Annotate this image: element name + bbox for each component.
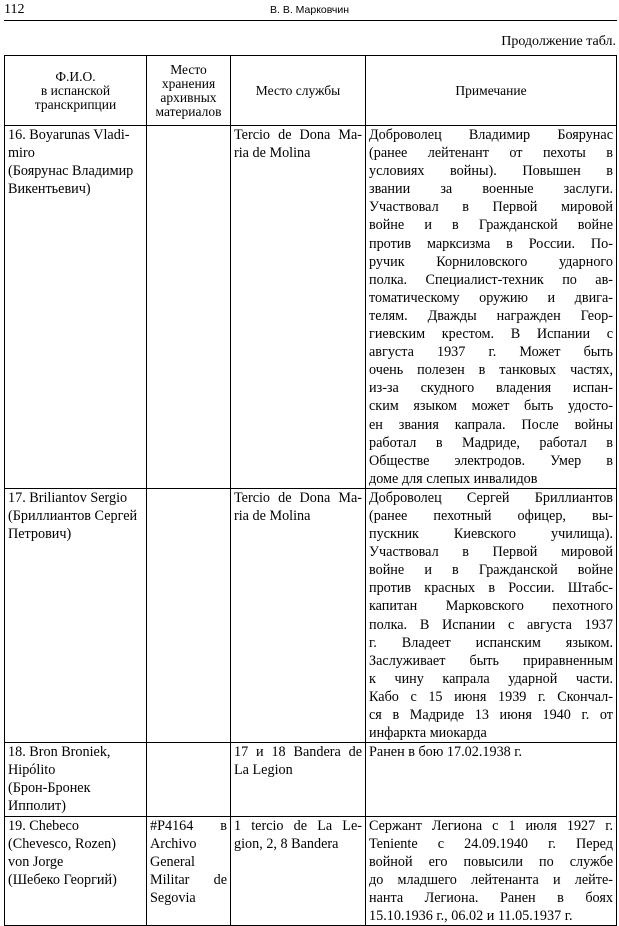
text-line: (ранее лейтенант от пехоты в (369, 145, 613, 162)
header-line: хранения (161, 75, 216, 91)
header-name (5, 56, 147, 126)
running-head: В. В. Марковчин (269, 4, 349, 16)
text-line: Teniente с 24.09.1940 г. Перед (369, 835, 613, 852)
table-row (5, 743, 617, 816)
text-line: звании за военные заслуги. (369, 181, 613, 198)
text-line: Tercio de Dona Ma- (234, 489, 362, 506)
personnel-table (4, 55, 617, 926)
cell-note (366, 816, 617, 926)
text-line: gion, 2, 8 Bandera (234, 835, 339, 852)
cell-archive (147, 816, 231, 926)
cell-service (231, 488, 366, 742)
cell-note (366, 488, 617, 742)
text-line: пускник Киевского училища). (369, 526, 613, 543)
table-row (5, 816, 617, 926)
table-header-row (5, 56, 617, 126)
table-row (5, 126, 617, 489)
text-line: (Бриллиантов Сергей (8, 507, 138, 524)
cell-archive (147, 126, 231, 489)
text-line: из-за скудного владения испан- (369, 380, 613, 397)
text-line: Заслуживает быть приравненным (369, 652, 613, 669)
text-line: #P4164 в (150, 817, 227, 834)
text-line: 17 и 18 Bandera de (234, 744, 362, 761)
page-number: 112 (4, 2, 25, 17)
text-line: доме для слепых инвалидов (369, 470, 538, 487)
text-line: томатическому оружию и двига- (369, 289, 613, 306)
text-line: Ранен в бою 17.02.1938 г. (369, 744, 523, 761)
header-line: материалов (155, 103, 222, 119)
text-line: войной его повысили по службе (369, 853, 613, 870)
text-line: ria de Molina (234, 507, 311, 524)
text-line: полка. В Испании с августа 1937 (369, 616, 613, 633)
text-line: Обществе электродов. Умер в (369, 452, 613, 469)
text-line: ским языком может быть удосто- (369, 398, 613, 415)
text-line: Викентьевич) (8, 181, 91, 198)
text-line: Доброволец Сергей Бриллиантов (369, 489, 613, 506)
cell-name (5, 816, 147, 926)
text-line: войне и в Гражданской войне (369, 562, 613, 579)
text-line: Tercio de Dona Ma- (234, 127, 362, 143)
text-line: 16. Boyarunas Vladi- (8, 127, 130, 143)
text-line: к чину капрала ударной части. (369, 670, 613, 687)
text-line: нанта Легиона. Ранен в боях (369, 889, 613, 906)
text-line: ручик Корниловского ударного (369, 253, 613, 270)
text-line: против красных в России. Штабс- (369, 580, 613, 597)
text-line: La Legion (234, 762, 293, 779)
cell-service (231, 126, 366, 489)
text-line: Кабо с 15 июня 1939 г. Скончал- (369, 688, 613, 705)
text-line: (ранее пехотный офицер, вы- (369, 507, 613, 524)
text-line: гиевским крестом. В Испании с (369, 326, 613, 343)
text-line: Hipólito (8, 762, 56, 779)
cell-service (231, 743, 366, 816)
text-line: Segovia (150, 889, 196, 906)
cell-note (366, 743, 617, 816)
text-line: инфаркта миокарда (369, 725, 487, 742)
text-line: условиях войны). Повышен в (369, 163, 613, 180)
cell-archive (147, 488, 231, 742)
text-line: miro (8, 145, 35, 162)
header-service (231, 56, 366, 126)
text-line: г. Владеет испанским языком. (369, 634, 613, 651)
cell-name (5, 126, 147, 489)
cell-name (5, 743, 147, 816)
text-line: очень полезен в танковых частях, (369, 362, 613, 379)
cell-service (231, 816, 366, 926)
header-line: Место (170, 61, 207, 77)
header-archive (147, 56, 231, 126)
table-continuation-label: Продолжение табл. (501, 34, 616, 49)
text-line: von Jorge (8, 853, 64, 870)
text-line: Участвовал в Первой мировой (369, 199, 613, 216)
cell-note (366, 126, 617, 489)
cell-archive (147, 743, 231, 816)
text-line: Ипполит) (8, 798, 66, 815)
header-rule (4, 20, 617, 21)
header-line: Примечание (455, 82, 527, 98)
text-line: 15.10.1936 г., 06.02 и 11.05.1937 г. (369, 908, 573, 925)
text-line: 17. Briliantov Sergio (8, 489, 128, 506)
text-line: ся в Мадриде 13 июня 1940 г. от (369, 707, 613, 723)
text-line: Доброволец Владимир Боярунас (369, 127, 613, 143)
text-line: войне и в Гражданской войне (369, 217, 613, 234)
header-line: Ф.И.О. (55, 68, 96, 84)
text-line: General (150, 853, 195, 870)
text-line: 1 tercio de La Le- (234, 817, 362, 834)
text-line: полка. Специалист-техник по ав- (369, 271, 613, 288)
header-line: архивных (160, 89, 217, 105)
text-line: 18. Bron Broniek, (8, 744, 111, 761)
table-row (5, 488, 617, 742)
header-line: транскрипции (34, 96, 117, 112)
text-line: телям. Дважды награжден Геор- (369, 307, 613, 324)
text-line: Archivo (150, 835, 197, 852)
text-line: против марксизма в России. По- (369, 235, 613, 252)
text-line: капитан Марковского пехотного (369, 598, 613, 615)
cell-name (5, 488, 147, 742)
header-line: Место службы (255, 82, 341, 98)
text-line: до младшего лейтенанта и лейте- (369, 871, 613, 888)
text-line: (Chevesco, Rozen) (8, 835, 116, 852)
text-line: (Брон-Бронек (8, 780, 91, 797)
text-line: Участвовал в Первой мировой (369, 544, 613, 561)
text-line: 19. Chebeco (8, 817, 79, 834)
text-line: (Шебеко Георгий) (8, 871, 117, 888)
text-line: Петрович) (8, 526, 72, 543)
text-line: Сержант Легиона с 1 июля 1927 г. (369, 817, 613, 834)
text-line: ria de Molina (234, 145, 311, 162)
header-note (366, 56, 617, 126)
text-line: (Боярунас Владимир (8, 163, 134, 180)
text-line: августа 1937 г. Может быть (369, 344, 613, 361)
text-line: Militar de (150, 871, 227, 888)
header-line: в испанской (40, 82, 111, 98)
text-line: работал в Мадриде, работал в (369, 434, 613, 451)
text-line: ен звания капрала. После войны (369, 416, 613, 433)
